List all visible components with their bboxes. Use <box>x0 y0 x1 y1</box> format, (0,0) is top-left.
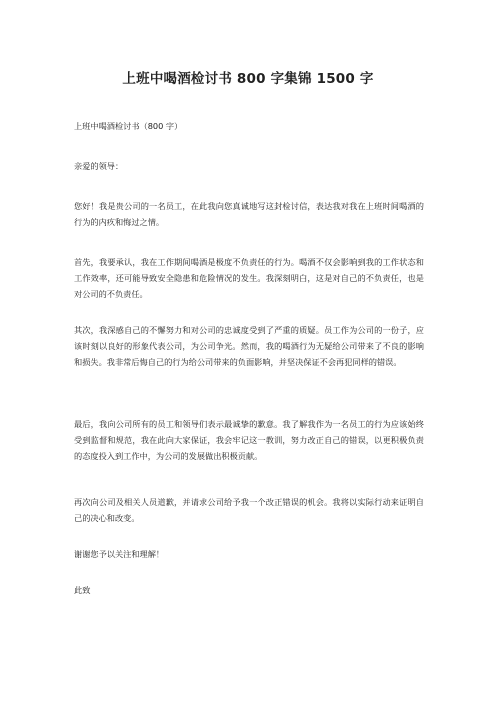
salutation: 亲爱的领导： <box>74 161 124 171</box>
paragraph-apology: 再次向公司及相关人员道歉，并请求公司给予我一个改正错误的机会。我将以实际行动来证明自己的决心和改变。 <box>74 497 424 523</box>
paragraph-thanks: 谢谢您予以关注和理解！ <box>74 549 165 559</box>
paragraph-intro: 您好！我是贵公司的一名员工，在此我向您真诚地写这封检讨信，表达我对我在上班时间喝酒的行为的内疚和悔过之情。 <box>74 201 424 227</box>
document-title: 上班中喝酒检讨书 800 字集锦 1500 字 <box>122 71 374 87</box>
paragraph-first: 首先，我要承认，我在工作期间喝酒是极度不负责任的行为。喝酒不仅会影响到我的工作状态和工作效率，还可能导致安全隐患和危险情况的发生。我深刻明白，这是对自己的不负责任，也是对公司的不负责任。 <box>74 257 424 299</box>
closing: 此致 <box>74 585 91 595</box>
document-subtitle: 上班中喝酒检讨书（800 字） <box>74 121 183 131</box>
paragraph-second: 其次，我深感自己的不懈努力和对公司的忠诚度受到了严重的质疑。员工作为公司的一份子，应该时刻以良好的形象代表公司，为公司争光。然而，我的喝酒行为无疑给公司带来了不良的影响和损失。我非常后悔自己的行为给公司带来的负面影响，并坚决保证不会再犯同样的错误。 <box>74 325 424 367</box>
paragraph-last: 最后，我向公司所有的员工和领导们表示最诚挚的歉意。我了解我作为一名员工的行为应该始终受到监督和规范，我在此向大家保证，我会牢记这一教训，努力改正自己的错误，以更积极负责的态度投入到工作中，为公司的发展做出积极贡献。 <box>74 419 424 461</box>
